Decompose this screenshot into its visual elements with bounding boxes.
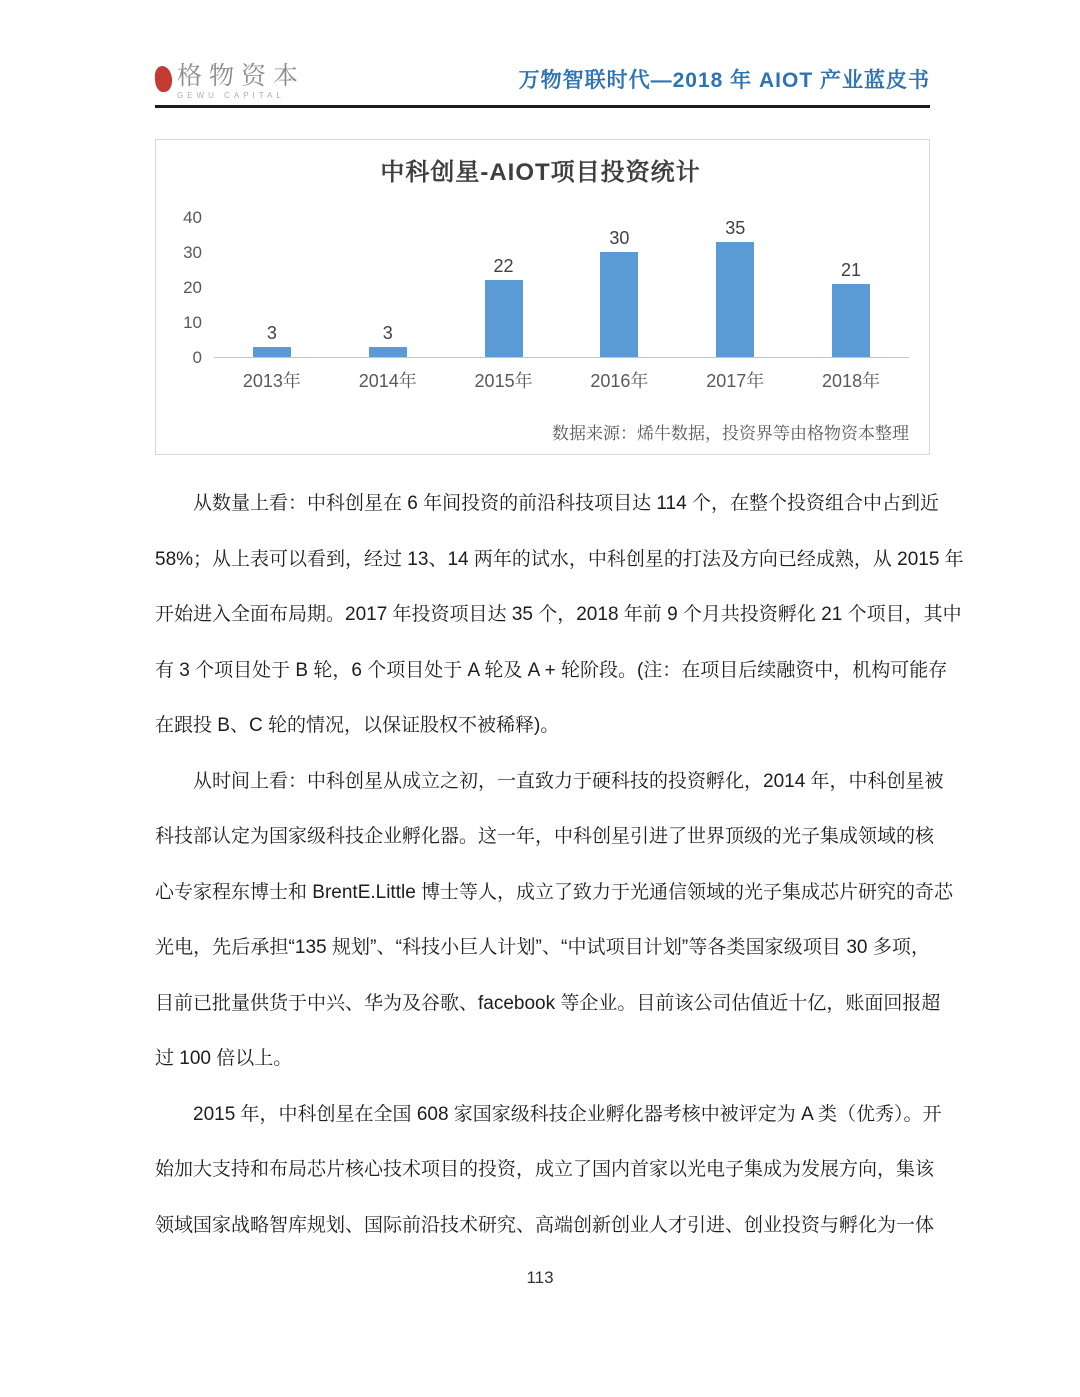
y-tick-label: 0: [192, 348, 202, 367]
red-seal-icon: [154, 65, 173, 92]
report-title: 万物智联时代—2018 年 AIOT 产业蓝皮书: [518, 69, 930, 92]
paragraph-line: 过 100 倍以上。: [155, 1048, 293, 1069]
chart-card: [155, 139, 930, 455]
logo-brand-text: 格物资本: [177, 62, 306, 90]
x-axis-label: 2013年: [242, 371, 301, 391]
x-axis-label: 2014年: [358, 371, 417, 391]
paragraph-line: 58%；从上表可以看到，经过 13、14 两年的试水，中科创星的打法及方向已经成熟，从 2015 年: [155, 548, 964, 570]
bar-value-label: 3: [382, 322, 393, 343]
bar-value-label: 21: [841, 259, 862, 280]
chart-plot-row: [172, 208, 909, 367]
chart-plot: [214, 218, 909, 358]
paragraph-line: 开始进入全面布局期。2017 年投资项目达 35 个，2018 年前 9 个月共投资孵化 21 个项目，其中: [155, 604, 962, 625]
chart-xlabels: [214, 367, 909, 393]
x-axis-label: 2015年: [474, 371, 533, 391]
page-number: 113: [526, 1268, 554, 1287]
bar: [600, 252, 638, 357]
logo-text-block: [177, 64, 305, 100]
bar: [369, 347, 407, 358]
bar: [716, 242, 754, 357]
bar: [485, 280, 523, 357]
paragraph-line: 有 3 个项目处于 B 轮，6 个项目处于 A 轮及 A + 轮阶段。(注：在项目后续融资中，机构可能存: [155, 659, 948, 681]
y-tick-label: 40: [183, 208, 202, 227]
x-axis-label: 2017年: [706, 371, 765, 391]
bar-value-label: 3: [266, 322, 277, 343]
paragraph-line: 心专家程东博士和 BrentE.Little 博士等人，成立了致力于光通信领域的光子集成芯片研究的奇芯: [155, 881, 954, 903]
header-divider: [155, 105, 930, 108]
paragraph-line: 光电，先后承担“135 规划”、“科技小巨人计划”、“中试项目计划”等各类国家级项目 30 多项，: [155, 937, 930, 958]
bar-value-label: 30: [609, 228, 630, 248]
y-tick-label: 20: [183, 278, 202, 297]
paragraph-line: 从时间上看：中科创星从成立之初，一直致力于硬科技的投资孵化，2014 年，中科创星被: [193, 770, 944, 792]
gewu-capital-logo: [155, 64, 305, 100]
bar-slot: [214, 218, 330, 357]
chart-yaxis: [172, 208, 214, 367]
chart-title: 中科创星-AIOT项目投资统计: [380, 159, 701, 186]
paragraph-line: 科技部认定为国家级科技企业孵化器。这一年，中科创星引进了世界顶级的光子集成领域的核: [155, 826, 935, 847]
paragraph-line: 目前已批量供货于中兴、华为及谷歌、facebook 等企业。目前该公司估值近十亿，账面回报超: [155, 992, 941, 1014]
bar-slot: [561, 218, 677, 357]
y-tick-label: 10: [183, 313, 202, 332]
paragraph-line: 在跟投 B、C 轮的情况，以保证股权不被稀释)。: [155, 715, 560, 736]
page-header: [155, 0, 930, 105]
bar-slot: [677, 218, 793, 357]
bar: [253, 347, 291, 358]
paragraph-line: 2015 年，中科创星在全国 608 家国家级科技企业孵化器考核中被评定为 A 类（优秀）。开: [193, 1103, 942, 1125]
bar-slot: [793, 218, 909, 357]
chart-source-note: 数据来源：烯牛数据，投资界等由格物资本整理: [552, 424, 909, 443]
paragraph-line: 从数量上看：中科创星在 6 年间投资的前沿科技项目达 114 个，在整个投资组合中占到近: [193, 493, 939, 514]
paragraph-line: 领域国家战略智库规划、国际前沿技术研究、高端创新创业人才引进、创业投资与孵化为一体: [155, 1214, 935, 1236]
bar-value-label: 35: [725, 218, 746, 238]
content-column: [155, 0, 964, 1253]
body-text: [155, 476, 964, 1253]
bar-slot: [330, 218, 446, 357]
bar-value-label: 22: [493, 256, 514, 276]
x-axis-label: 2018年: [822, 371, 881, 391]
paragraph-line: 始加大支持和布局芯片核心技术项目的投资，成立了国内首家以光电子集成为发展方向，集该: [155, 1159, 935, 1180]
y-tick-label: 30: [183, 243, 202, 262]
x-axis-label: 2016年: [590, 371, 649, 391]
logo-subtitle-text: GEWU CAPITAL: [177, 91, 285, 100]
bar-slot: [446, 218, 562, 357]
bar: [832, 284, 870, 358]
